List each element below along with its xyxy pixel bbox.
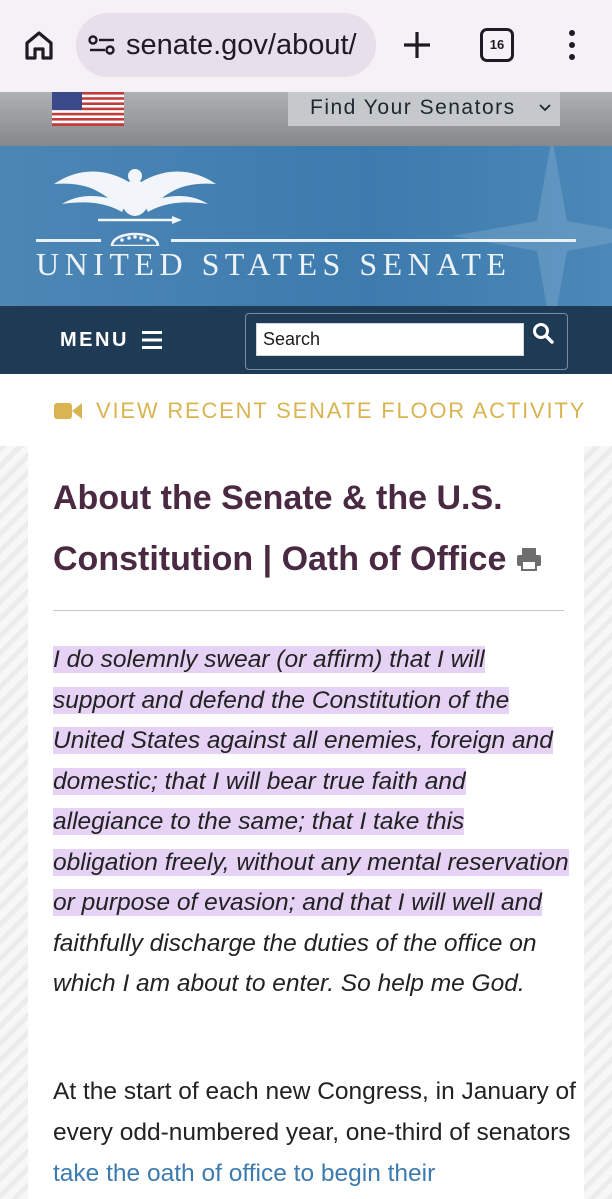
title-divider [53,610,564,611]
address-bar[interactable] [76,13,376,77]
site-banner[interactable] [0,146,612,306]
print-icon[interactable] [516,546,542,572]
tab-switcher-button[interactable]: 16 [480,28,514,62]
floor-activity-bar [0,374,612,446]
search-icon[interactable] [532,322,554,344]
oath-ceremony-link[interactable]: take the oath of office to begin their [53,1160,436,1187]
chevron-down-icon [538,101,552,115]
oath-rest: faithfully discharge the duties of the office on which I am about to enter. So help me God. [53,929,537,997]
senate-eagle-logo [50,164,220,246]
hamburger-icon [142,331,162,349]
page-title-text: About the Senate & the U.S. Constitution | Oath of Office [53,479,507,578]
oath-text [53,640,573,1005]
site-settings-icon[interactable] [88,33,116,57]
search-input[interactable] [256,323,524,356]
menu-label: MENU [60,329,129,351]
more-options-icon[interactable] [562,28,582,62]
browser-toolbar [0,0,612,92]
menu-button[interactable] [60,324,129,356]
video-camera-icon [54,401,82,421]
find-senators-dropdown[interactable] [288,92,560,126]
main-nav [0,306,612,374]
url-text: senate.gov/about/ [126,29,357,61]
utility-strip [0,92,612,146]
banner-rule [36,239,576,242]
floor-activity-label: VIEW RECENT SENATE FLOOR ACTIVITY [96,398,587,423]
site-title: UNITED STATES SENATE [36,246,512,282]
find-senators-label: Find Your Senators [310,96,516,119]
page-title [53,468,573,590]
search-form [245,313,568,370]
new-tab-icon[interactable] [398,26,436,64]
highlighted-oath[interactable]: I do solemnly swear (or affirm) that I will support and defend the Constitution of the United States against all enemies, foreign and domestic; that I will bear true faith and allegiance to the same; that I take this obligation freely, without any mental reservation or purpose of evasion; and that I will well and [53,646,569,916]
paragraph-intro: At the start of each new Congress, in January of every odd-numbered year, one-third of senators [53,1078,576,1146]
home-icon[interactable] [22,28,56,62]
article-paragraph [53,1071,583,1194]
us-flag-icon [52,92,124,126]
